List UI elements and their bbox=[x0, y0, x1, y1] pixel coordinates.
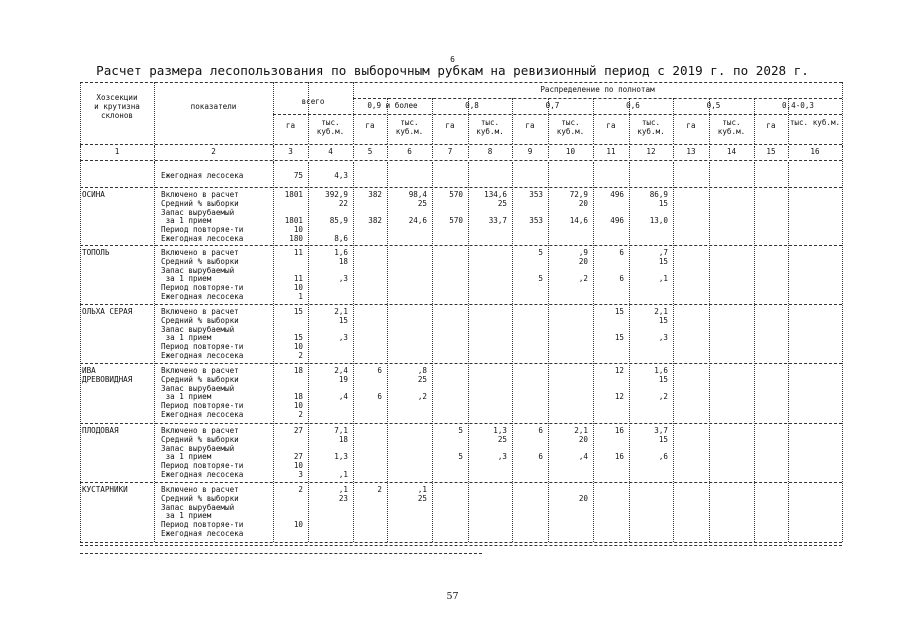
row-label: Запас вырубаемый bbox=[161, 324, 235, 334]
table-cell: ,1 bbox=[338, 470, 348, 479]
rule-line bbox=[353, 98, 842, 99]
section-name: ОЛЬХА СЕРАЯ bbox=[82, 307, 133, 316]
table-cell: 2 bbox=[298, 485, 303, 494]
row-label: Период повторяе-ти bbox=[161, 461, 244, 471]
row-label: Ежегодная лесосека bbox=[161, 529, 244, 538]
table-cell: 4,3 bbox=[334, 171, 348, 180]
row-label: Ежегодная лесосека bbox=[161, 410, 244, 419]
table-cell: 18 bbox=[293, 366, 303, 375]
row-label: Средний % выборки bbox=[161, 315, 239, 325]
table-cell: 2 bbox=[377, 485, 382, 494]
table-cell: 15 bbox=[658, 434, 668, 444]
row-label: Ежегодная лесосека bbox=[161, 470, 244, 479]
rule-line bbox=[80, 482, 842, 483]
group-header-line: и крутизна bbox=[94, 102, 140, 111]
table-cell: 3,7 bbox=[654, 426, 668, 435]
row-label: Включено в расчет bbox=[161, 426, 239, 435]
row-label: за 1 прием bbox=[161, 392, 212, 402]
unit-header: га bbox=[285, 121, 296, 130]
unit-header: тыс. куб.м. bbox=[316, 118, 345, 136]
table-cell: 27 bbox=[293, 452, 303, 462]
table-cell: 496 bbox=[610, 190, 624, 199]
table-cell: 3 bbox=[298, 470, 303, 479]
column-number: 2 bbox=[211, 147, 216, 156]
column-number: 10 bbox=[565, 147, 576, 156]
rule-line bbox=[80, 363, 842, 364]
table-cell: 25 bbox=[497, 198, 507, 208]
forest-use-table bbox=[80, 82, 842, 557]
table-cell: ,2 bbox=[417, 392, 427, 402]
rule-line bbox=[80, 144, 842, 145]
table-cell: 8,6 bbox=[334, 234, 348, 243]
table-cell: 15 bbox=[293, 333, 303, 343]
table-cell: 2 bbox=[298, 410, 303, 419]
table-cell: 353 bbox=[529, 216, 543, 226]
rule-line bbox=[80, 245, 842, 246]
column-number: 7 bbox=[447, 147, 453, 156]
table-cell: 2 bbox=[298, 351, 303, 360]
table-cell: 353 bbox=[529, 190, 543, 199]
column-number: 14 bbox=[726, 147, 737, 156]
page-marker: 6 bbox=[450, 55, 455, 64]
table-cell: 5 bbox=[458, 426, 463, 435]
rule-line bbox=[80, 553, 482, 554]
unit-header: га bbox=[445, 121, 455, 130]
row-label: за 1 прием bbox=[161, 216, 212, 226]
table-cell: 16 bbox=[614, 452, 624, 462]
table-cell: 85,9 bbox=[329, 216, 348, 226]
table-cell: 15 bbox=[658, 374, 668, 384]
rule-line bbox=[80, 304, 842, 305]
unit-header: тыс. куб.м. bbox=[637, 118, 665, 136]
table-cell: 20 bbox=[578, 256, 588, 266]
column-number: 5 bbox=[367, 147, 373, 156]
column-number: 1 bbox=[114, 147, 120, 156]
table-cell: 10 bbox=[293, 520, 303, 530]
table-cell: 18 bbox=[338, 434, 348, 444]
row-label: Период повторяе-ти bbox=[161, 225, 244, 235]
table-cell: 6 bbox=[619, 248, 624, 257]
table-cell: 72,9 bbox=[569, 190, 588, 199]
table-cell: 5 bbox=[538, 248, 543, 257]
table-cell: ,2 bbox=[578, 274, 588, 284]
table-cell: 382 bbox=[368, 190, 382, 199]
section-name: ОСИНА bbox=[82, 190, 105, 199]
column-divider bbox=[788, 162, 789, 542]
unit-header: га bbox=[525, 121, 535, 130]
column-number: 8 bbox=[487, 147, 493, 156]
column-divider bbox=[842, 146, 843, 158]
unit-header: га bbox=[365, 121, 375, 130]
row-label: Запас вырубаемый bbox=[161, 502, 235, 512]
table-cell: 134,6 bbox=[484, 190, 507, 199]
row-label: Включено в расчет bbox=[161, 307, 239, 316]
table-cell: 1,3 bbox=[493, 426, 507, 435]
group-header-line: склонов bbox=[100, 111, 133, 120]
indicators-header: показатели bbox=[190, 102, 237, 111]
rule-line bbox=[273, 114, 842, 115]
row-label: Запас вырубаемый bbox=[161, 207, 235, 217]
column-divider bbox=[709, 162, 710, 542]
row-label: Период повторяе-ти bbox=[161, 283, 244, 293]
column-number: 4 bbox=[328, 147, 333, 156]
table-cell: 15 bbox=[338, 315, 348, 325]
table-cell: 10 bbox=[293, 283, 303, 293]
column-number: 11 bbox=[606, 147, 616, 156]
table-cell: 33,7 bbox=[488, 216, 507, 226]
table-cell: 6 bbox=[619, 274, 624, 284]
table-cell: 98,4 bbox=[408, 190, 427, 199]
unit-header: тыс. куб.м. bbox=[395, 118, 424, 136]
page-number: 57 bbox=[446, 591, 459, 602]
density-header: 0,4-0,3 bbox=[781, 101, 814, 110]
table-cell: 15 bbox=[293, 307, 303, 316]
table-cell: 12 bbox=[614, 366, 624, 375]
distribution-header: Распределение по полнотам bbox=[540, 85, 655, 94]
row-label: Период повторяе-ти bbox=[161, 520, 244, 530]
column-number: 6 bbox=[407, 147, 412, 156]
column-number: 16 bbox=[810, 147, 820, 156]
column-number: 13 bbox=[686, 147, 696, 156]
unit-header: тыс. куб.м. bbox=[789, 118, 841, 127]
table-cell: 13,0 bbox=[649, 216, 668, 226]
density-header: 0,7 bbox=[545, 101, 560, 110]
table-cell: 16 bbox=[614, 426, 624, 435]
row-label: Период повторяе-ти bbox=[161, 401, 244, 411]
table-cell: 10 bbox=[293, 225, 303, 235]
table-cell: ,4 bbox=[338, 392, 348, 402]
row-label: Запас вырубаемый bbox=[161, 443, 235, 453]
table-cell: ,3 bbox=[338, 274, 348, 284]
row-label: Ежегодная лесосека bbox=[161, 292, 244, 301]
table-cell: 27 bbox=[293, 426, 303, 435]
table-cell: ,1 bbox=[658, 274, 668, 284]
column-divider bbox=[154, 162, 155, 542]
unit-header: тыс. куб.м. bbox=[476, 118, 504, 136]
rule-line bbox=[80, 187, 842, 188]
row-label: за 1 прием bbox=[161, 511, 212, 521]
table-cell: 24,6 bbox=[408, 216, 427, 226]
unit-header: тыс. куб.м. bbox=[556, 118, 585, 136]
table-cell: 25 bbox=[417, 198, 427, 208]
unit-header: га bbox=[606, 121, 616, 130]
table-cell: 20 bbox=[578, 434, 588, 444]
row-label: Включено в расчет bbox=[161, 248, 239, 257]
table-cell: 19 bbox=[338, 374, 348, 384]
row-label: за 1 прием bbox=[161, 333, 212, 343]
table-cell: 15 bbox=[614, 307, 624, 316]
row-label: Период повторяе-ти bbox=[161, 342, 244, 352]
table-cell: 2,4 bbox=[334, 366, 348, 375]
rule-line bbox=[80, 423, 842, 424]
table-cell: 15 bbox=[658, 315, 668, 325]
table-cell: ,3 bbox=[658, 333, 668, 343]
table-cell: 15 bbox=[614, 333, 624, 343]
table-cell: 25 bbox=[497, 434, 507, 444]
row-label: Средний % выборки bbox=[161, 198, 239, 208]
table-cell: 10 bbox=[293, 461, 303, 471]
table-cell: 6 bbox=[377, 392, 382, 402]
density-header: 0,6 bbox=[626, 101, 640, 110]
table-cell: 18 bbox=[338, 256, 348, 266]
row-label: Ежегодная лесосека bbox=[161, 351, 244, 360]
table-cell: 18 bbox=[293, 392, 303, 402]
row-label: за 1 прием bbox=[161, 452, 212, 462]
table-cell: ,4 bbox=[578, 452, 588, 462]
table-cell: 382 bbox=[368, 216, 382, 226]
table-cell: 22 bbox=[338, 198, 348, 208]
table-cell: ,3 bbox=[497, 452, 507, 462]
table-cell: 25 bbox=[417, 374, 427, 384]
table-cell: ,7 bbox=[658, 248, 668, 257]
table-cell: 6 bbox=[377, 366, 382, 375]
total-header: всего bbox=[301, 97, 325, 106]
density-header: 0,5 bbox=[706, 101, 721, 110]
section-name: ТОПОЛЬ bbox=[82, 248, 110, 257]
table-cell: 496 bbox=[610, 216, 624, 226]
column-number: 9 bbox=[527, 147, 533, 156]
row-label: Средний % выборки bbox=[161, 374, 239, 384]
table-cell: ,8 bbox=[417, 366, 427, 375]
group-header-line: Хозсекции bbox=[96, 93, 138, 102]
table-cell: ,3 bbox=[338, 333, 348, 343]
table-cell: ,2 bbox=[658, 392, 668, 402]
table-cell: 86,9 bbox=[649, 190, 668, 199]
table-cell: 7,1 bbox=[334, 426, 348, 435]
row-label: Средний % выборки bbox=[161, 256, 239, 266]
table-cell: ,9 bbox=[578, 248, 588, 257]
rule-line bbox=[80, 542, 842, 546]
table-cell: 11 bbox=[293, 248, 303, 257]
row-label: Запас вырубаемый bbox=[161, 383, 235, 393]
row-label: Включено в расчет bbox=[161, 190, 239, 199]
table-cell: 11 bbox=[293, 274, 303, 284]
table-cell: 392,9 bbox=[325, 190, 348, 199]
section-name: ПЛОДОВАЯ bbox=[82, 426, 119, 435]
row-label: Средний % выборки bbox=[161, 434, 239, 444]
table-cell: ,1 bbox=[338, 485, 348, 494]
column-number: 12 bbox=[646, 147, 656, 156]
table-cell: ,1 bbox=[417, 485, 427, 494]
rule-line bbox=[80, 82, 842, 83]
table-cell: 5 bbox=[458, 452, 463, 462]
table-cell: 570 bbox=[449, 216, 463, 226]
row-label: за 1 прием bbox=[161, 274, 212, 284]
row-label: Средний % выборки bbox=[161, 493, 239, 503]
rule-line bbox=[80, 160, 842, 161]
table-cell: 1801 bbox=[284, 190, 303, 199]
table-cell: 15 bbox=[658, 256, 668, 266]
table-cell: 180 bbox=[289, 234, 303, 243]
unit-header: га bbox=[766, 121, 776, 130]
section-name: ДРЕВОВИДНАЯ bbox=[82, 375, 133, 384]
table-cell: 1,3 bbox=[334, 452, 348, 462]
table-cell: 75 bbox=[293, 171, 303, 180]
column-number: 15 bbox=[766, 147, 776, 156]
table-cell: 1801 bbox=[284, 216, 303, 226]
table-cell: 15 bbox=[658, 198, 668, 208]
table-cell: 2,1 bbox=[654, 307, 668, 316]
column-divider bbox=[673, 162, 674, 542]
table-cell: 23 bbox=[338, 493, 348, 503]
row-label: Включено в расчет bbox=[161, 485, 239, 494]
table-cell: 1,6 bbox=[334, 248, 348, 257]
section-name: КУСТАРНИКИ bbox=[82, 485, 128, 494]
column-number: 3 bbox=[288, 147, 293, 156]
density-header: 0,8 bbox=[465, 101, 479, 110]
row-label: Включено в расчет bbox=[161, 366, 239, 375]
table-cell: 1,6 bbox=[654, 366, 668, 375]
row-label: Ежегодная лесосека bbox=[161, 171, 244, 180]
table-cell: 1 bbox=[298, 292, 303, 301]
table-cell: 6 bbox=[538, 452, 543, 462]
table-cell: ,6 bbox=[658, 452, 668, 462]
table-cell: 2,1 bbox=[334, 307, 348, 316]
column-divider bbox=[754, 162, 755, 542]
table-cell: 14,6 bbox=[569, 216, 588, 226]
section-name: ИВА bbox=[82, 366, 96, 375]
table-cell: 5 bbox=[538, 274, 543, 284]
table-cell: 12 bbox=[614, 392, 624, 402]
table-cell: 25 bbox=[417, 493, 427, 503]
table-cell: 20 bbox=[578, 493, 588, 503]
table-cell: 10 bbox=[293, 401, 303, 411]
row-label: Запас вырубаемый bbox=[161, 265, 235, 275]
table-cell: 20 bbox=[578, 198, 588, 208]
unit-header: га bbox=[686, 121, 696, 130]
table-cell: 6 bbox=[538, 426, 543, 435]
table-cell: 2,1 bbox=[574, 426, 588, 435]
unit-header: тыс. куб.м. bbox=[717, 118, 746, 136]
table-cell: 570 bbox=[449, 190, 463, 199]
row-label: Ежегодная лесосека bbox=[161, 234, 244, 243]
density-header: 0,9 и более bbox=[367, 101, 418, 110]
table-cell: 10 bbox=[293, 342, 303, 352]
document-title: Расчет размера лесопользования по выборочным рубкам на ревизионный период с 2019 г. по 2028 г. bbox=[96, 63, 809, 78]
